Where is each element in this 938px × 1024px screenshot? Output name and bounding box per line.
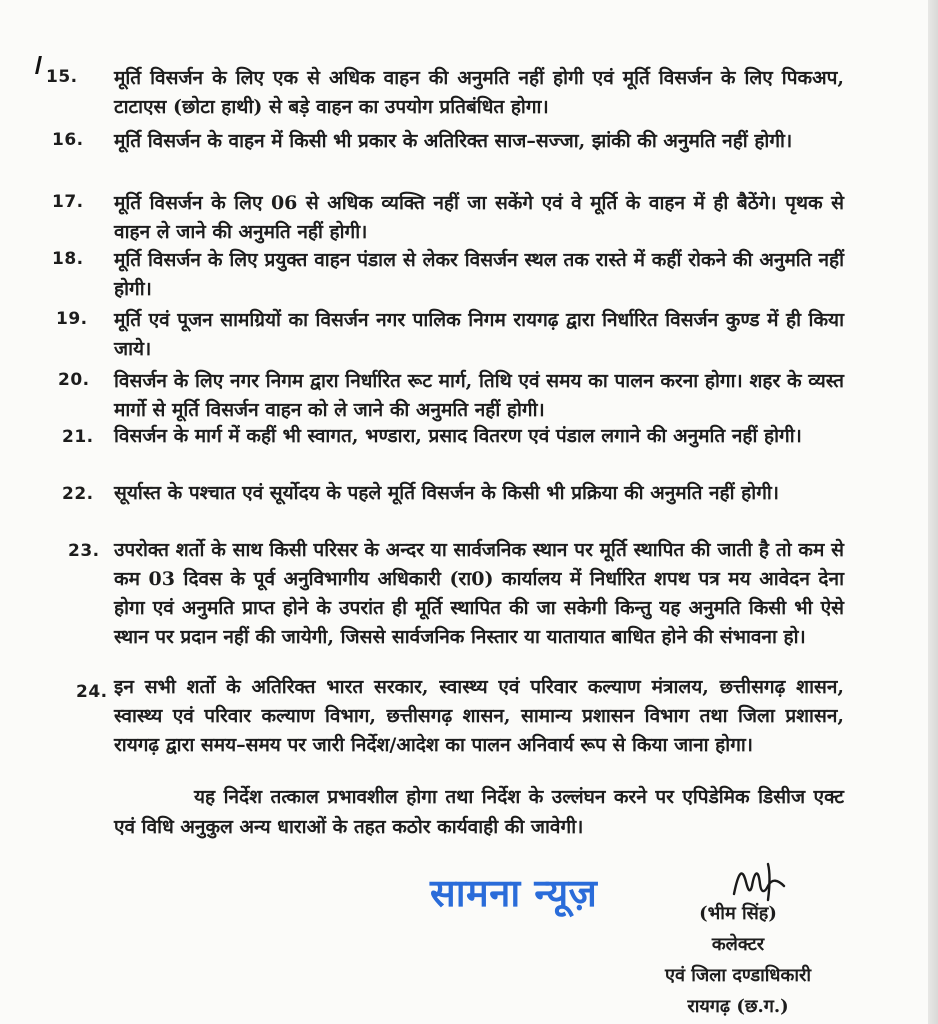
clause-text: मूर्ति विसर्जन के लिए 06 से अधिक व्यक्ति नहीं जा सकेंगे एवं वे मूर्ति के वाहन में ही बैठेंगे। पृथक से वाहन ले जाने की अनुमति नहीं होगी। (114, 192, 844, 243)
clause-number: 16. (52, 130, 84, 150)
watermark-samna-news: सामना न्यूज़ (430, 871, 598, 915)
clause-text: विसर्जन के लिए नगर निगम द्वारा निर्धारित रूट मार्ग, तिथि एवं समय का पालन करना होगा। शहर के व्यस्त मार्गो से मूर्ति विसर्जन वाहन को ले जाने की अनुमति नहीं होगी। (114, 370, 844, 421)
clause-number: 21. (62, 427, 94, 447)
clause-number: 20. (58, 370, 90, 390)
clause-number: 17. (52, 192, 84, 212)
clause-number: 19. (56, 309, 88, 329)
signatory-block (628, 898, 848, 1022)
signatory-title: एवं जिला दण्डाधिकारी (664, 965, 812, 986)
clause-number: 15. (46, 67, 78, 87)
clause-text: उपरोक्त शर्तो के साथ किसी परिसर के अन्दर या सार्वजनिक स्थान पर मूर्ति स्थापित की जाती है तो कम से कम 03 दिवस के पूर्व अनुविभागीय अधिकारी (रा0) कार्यालय में निर्धारित शपथ पत्र मय आवेदन देना होगा एवं अनुमति प्राप्त होने के उपरांत ही मूर्ति स्थापित की जा सकेगी किन्तु यह अनुमति किसी भी ऐसे स्थान पर प्रदान नहीं की जायेगी, जिससे सार्वजनिक निस्तार या यातायात बाधित होने की संभावना हो। (114, 539, 844, 648)
clause-text: मूर्ति विसर्जन के वाहन में किसी भी प्रकार के अतिरिक्त साज–सज्जा, झांकी की अनुमति नहीं होगी। (114, 130, 793, 152)
clause-number: 23. (68, 541, 100, 561)
signatory-designation: कलेक्टर (711, 934, 765, 955)
clause-number: 22. (62, 484, 94, 504)
clause-number: 24. (76, 682, 108, 702)
clause-text: मूर्ति विसर्जन के लिए एक से अधिक वाहन की अनुमति नहीं होगी एवं मूर्ति विसर्जन के लिए पिकअप, टाटाएस (छोटा हाथी) से बड़े वाहन का उपयोग प्रतिबंधित होगा। (114, 67, 844, 118)
signatory-name: (भीम सिंह) (699, 903, 777, 924)
closing-note: यह निर्देश तत्काल प्रभावशील होगा तथा निर्देश के उल्लंघन करने पर एपिडेमिक डिसीज एक्ट एवं विधि अनुकुल अन्य धाराओं के तहत कठोर कार्यवाही की जावेगी। (114, 786, 844, 838)
clause-text: मूर्ति एवं पूजन सामग्रियों का विसर्जन नगर पालिक निगम रायगढ़ द्वारा निर्धारित विसर्जन कुण्ड में ही किया जाये। (114, 309, 844, 360)
page-edge-shadow (928, 0, 938, 1024)
clause-text: मूर्ति विसर्जन के लिए प्रयुक्त वाहन पंडाल से लेकर विसर्जन स्थल तक रास्ते में कहीं रोकने की अनुमति नहीं होगी। (114, 249, 844, 300)
clause-text: इन सभी शर्तो के अतिरिक्त भारत सरकार, स्वास्थ्य एवं परिवार कल्याण मंत्रालय, छत्तीसगढ़ शासन, स्वास्थ्य एवं परिवार कल्याण विभाग, छत्तीसगढ़ शासन, सामान्य प्रशासन विभाग तथा जिला प्रशासन, रायगढ़ द्वारा समय–समय पर जारी निर्देश/आदेश का पालन अनिवार्य रूप से किया जाना होगा। (114, 676, 844, 756)
clause-text: विसर्जन के मार्ग में कहीं भी स्वागत, भण्डारा, प्रसाद वितरण एवं पंडाल लगाने की अनुमति नहीं होगी। (114, 425, 802, 447)
signatory-location: रायगढ़ (छ.ग.) (687, 996, 789, 1017)
clause-number: 18. (52, 249, 84, 269)
clause-text: सूर्यास्त के पश्चात एवं सूर्योदय के पहले मूर्ति विसर्जन के किसी भी प्रक्रिया की अनुमति नहीं होगी। (114, 482, 780, 504)
margin-tick-mark (35, 56, 42, 74)
